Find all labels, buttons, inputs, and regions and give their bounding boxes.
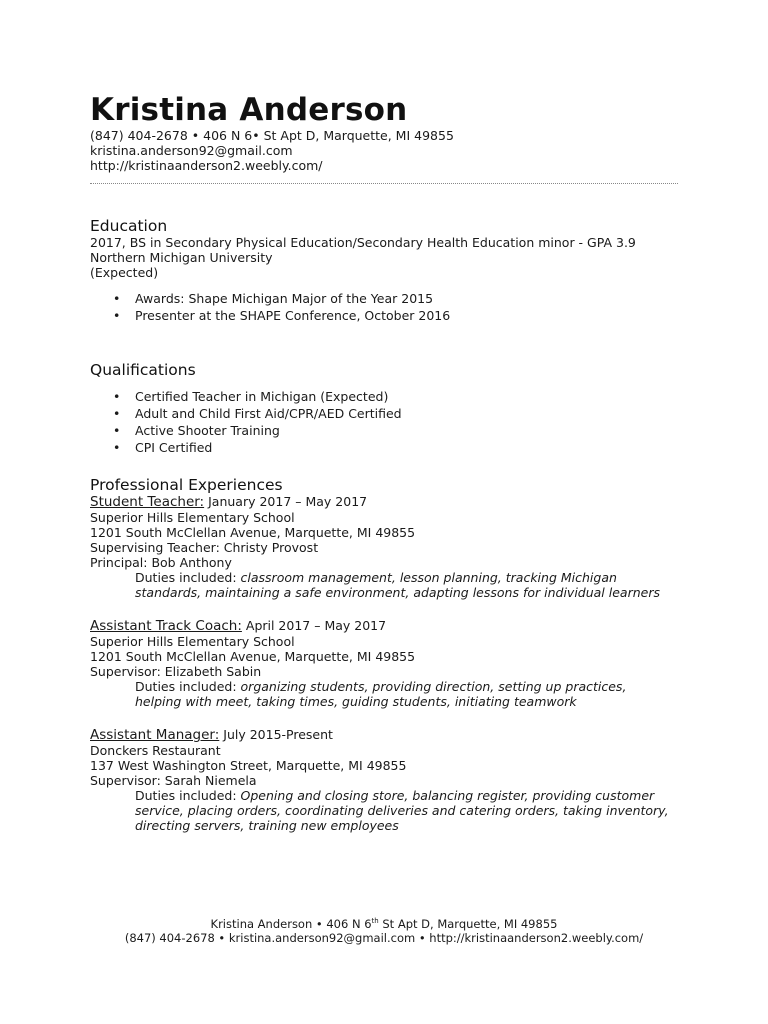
job-role: Assistant Track Coach: xyxy=(90,618,242,634)
job-contact: Supervisor: Sarah Niemela xyxy=(90,773,257,788)
footer-contact-line: (847) 404-2678 • kristina.anderson92@gmail.com • http://kristinaanderson2.weebly.com/ xyxy=(124,931,644,945)
job-dates: April 2017 – May 2017 xyxy=(245,618,387,633)
job-entry xyxy=(90,727,680,833)
education-section xyxy=(90,217,680,324)
duties-text: service, placing orders, coordinating deliveries and catering orders, taking inventory, xyxy=(135,803,669,818)
job-contact: Supervising Teacher: Christy Provost xyxy=(90,540,319,555)
job-duties xyxy=(90,570,680,600)
job-duties xyxy=(90,788,680,833)
degree: 2017, BS in Secondary Physical Education/Secondary Health Education minor - GPA 3.9 xyxy=(90,235,636,250)
list-item: • CPI Certified xyxy=(90,439,680,456)
duties-text: helping with meet, taking times, guiding students, initiating teamwork xyxy=(135,694,577,709)
job-org: Superior Hills Elementary School xyxy=(90,634,295,649)
address-start: 406 N 6 xyxy=(203,128,253,143)
phone: (847) 404-2678 xyxy=(90,128,188,143)
job-org: Donckers Restaurant xyxy=(90,743,221,758)
email: kristina.anderson92@gmail.com xyxy=(90,143,293,158)
duties-text: standards, maintaining a safe environment, adapting lessons for individual learners xyxy=(135,585,660,600)
qualifications-section xyxy=(90,361,680,456)
job-address: 1201 South McClellan Avenue, Marquette, MI 49855 xyxy=(90,525,416,540)
job-role: Student Teacher: xyxy=(90,494,205,510)
duties-text: organizing students, providing direction, setting up practices, xyxy=(240,679,627,694)
job-dates: January 2017 – May 2017 xyxy=(208,494,368,509)
job-contact: Principal: Bob Anthony xyxy=(90,555,232,570)
duties-label: Duties included: xyxy=(135,788,237,803)
resume-page xyxy=(90,92,680,833)
job-address: 137 West Washington Street, Marquette, MI 49855 xyxy=(90,758,407,773)
page-footer xyxy=(0,917,768,945)
degree-status: (Expected) xyxy=(90,265,159,280)
education-bullets xyxy=(90,290,680,324)
separator-bullet: • xyxy=(191,128,204,143)
job-duties xyxy=(90,679,680,709)
website-link: http://kristinaanderson2.weebly.com/ xyxy=(90,158,323,173)
footer-address-line xyxy=(0,917,768,931)
job-role: Assistant Manager: xyxy=(90,727,220,743)
list-item: • Active Shooter Training xyxy=(90,422,680,439)
list-item: • Awards: Shape Michigan Major of the Year 2015 xyxy=(90,290,680,307)
list-item: • Presenter at the SHAPE Conference, October 2016 xyxy=(90,307,680,324)
experience-section xyxy=(90,476,680,833)
separator-bullet: • xyxy=(252,128,260,143)
education-heading: Education xyxy=(90,217,168,235)
address-rest: St Apt D, Marquette, MI 49855 xyxy=(263,128,454,143)
duties-text: Opening and closing store, balancing register, providing customer xyxy=(240,788,655,803)
list-item: • Certified Teacher in Michigan (Expected) xyxy=(90,388,680,405)
contact-line xyxy=(90,128,680,143)
duties-text: classroom management, lesson planning, tracking Michigan xyxy=(240,570,617,585)
list-item: • Adult and Child First Aid/CPR/AED Certified xyxy=(90,405,680,422)
qualifications-heading: Qualifications xyxy=(90,361,196,379)
school: Northern Michigan University xyxy=(90,250,273,265)
job-org: Superior Hills Elementary School xyxy=(90,510,295,525)
job-entry xyxy=(90,494,680,600)
qualifications-bullets xyxy=(90,388,680,456)
job-dates: July 2015-Present xyxy=(223,727,333,742)
candidate-name: Kristina Anderson xyxy=(90,92,408,128)
job-address: 1201 South McClellan Avenue, Marquette, MI 49855 xyxy=(90,649,416,664)
footer-text: Kristina Anderson • 406 N 6 xyxy=(210,917,372,931)
experience-heading: Professional Experiences xyxy=(90,476,283,494)
job-entry xyxy=(90,618,680,709)
footer-superscript: th xyxy=(371,917,379,926)
dotted-divider xyxy=(90,183,678,184)
job-contact: Supervisor: Elizabeth Sabin xyxy=(90,664,262,679)
duties-label: Duties included: xyxy=(135,679,237,694)
footer-text: St Apt D, Marquette, MI 49855 xyxy=(378,917,558,931)
duties-label: Duties included: xyxy=(135,570,237,585)
duties-text: directing servers, training new employees xyxy=(135,818,399,833)
